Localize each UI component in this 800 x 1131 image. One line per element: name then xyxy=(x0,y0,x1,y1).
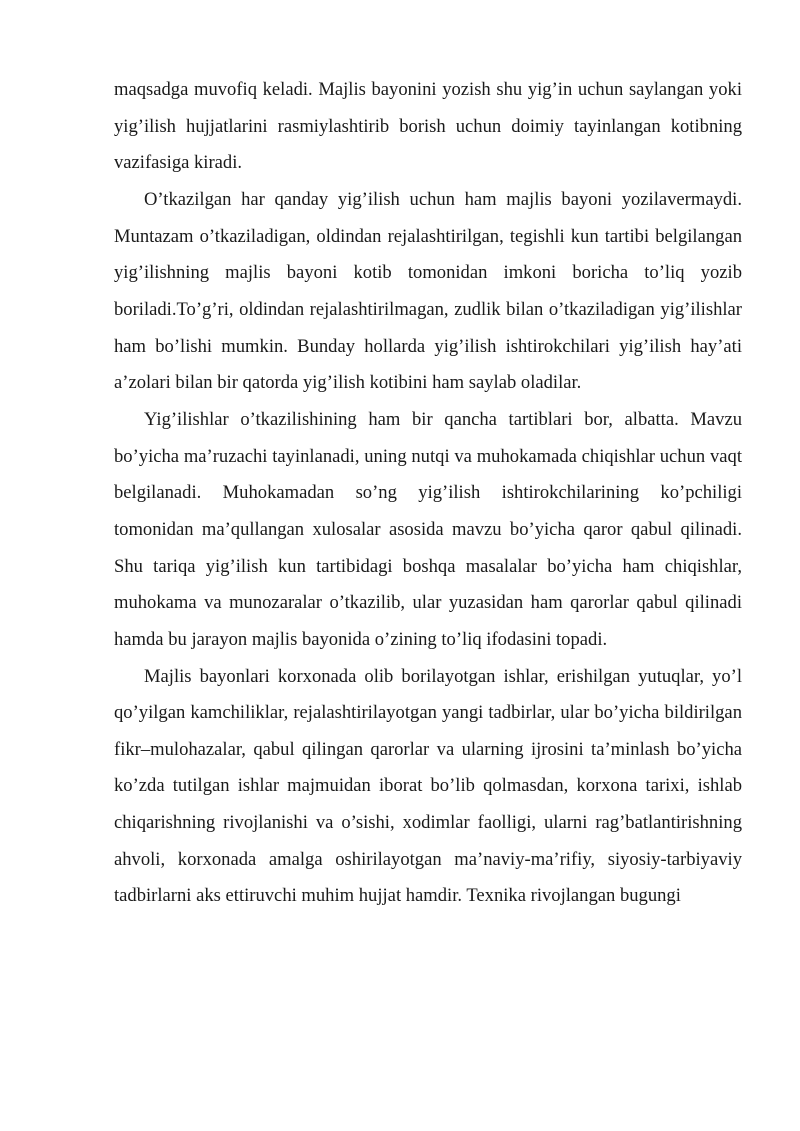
document-page xyxy=(114,72,742,915)
paragraph-3: Yig’ilishlar o’tkazilishining ham bir qancha tartiblari bor, albatta. Mavzu bo’yicha ma’ruzachi tayinlanadi, uning nutqi va muhokamada chiqishlar uchun vaqt belgilanadi. Muhokamadan so’ng yig’ilish ishtirokchilarining ko’pchiligi tomonidan ma’qullangan xulosalar asosida mavzu bo’yicha qaror qabul qilinadi. Shu tariqa yig’ilish kun tartibidagi boshqa masalalar bo’yicha ham chiqishlar, muhokama va munozaralar o’tkazilib, ular yuzasidan ham qarorlar qabul qilinadi hamda bu jarayon majlis bayonida o’zining to’liq ifodasini topadi. xyxy=(114,408,742,650)
paragraph-1: maqsadga muvofiq keladi. Majlis bayonini yozish shu yig’in uchun saylangan yoki yig’ilish hujjatlarini rasmiylashtirib borish uchun doimiy tayinlangan kotibning vazifasiga kiradi. xyxy=(114,79,742,174)
paragraph-4: Majlis bayonlari korxonada olib borilayotgan ishlar, erishilgan yutuqlar, yo’l qo’yilgan kamchiliklar, rejalashtirilayotgan yangi tadbirlar, ular bo’yicha bildirilgan fikr–mulohazalar, qabul qilingan qarorlar va ularning ijrosini ta’minlash bo’yicha ko’zda tutilgan ishlar majmuidan iborat bo’lib qolmasdan, korxona tarixi, ishlab chiqarishning rivojlanishi va o’sishi, xodimlar faolligi, ularni rag’batlantirishning ahvoli, korxonada amalga oshirilayotgan ma’naviy-ma’rifiy, siyosiy-tarbiyaviy tadbirlarni aks ettiruvchi muhim hujjat hamdir. Texnika rivojlangan bugungi xyxy=(114,665,742,907)
paragraph-2: O’tkazilgan har qanday yig’ilish uchun ham majlis bayoni yozilavermaydi. Muntazam o’tkaziladigan, oldindan rejalashtirilgan, tegishli kun tartibi belgilangan yig’ilishning majlis bayoni kotib tomonidan imkoni boricha to’liq yozib boriladi.To’g’ri, oldindan rejalashtirilmagan, zudlik bilan o’tkaziladigan yig’ilishlar ham bo’lishi mumkin. Bunday hollarda yig’ilish ishtirokchilari yig’ilish hay’ati a’zolari bilan bir qatorda yig’ilish kotibini ham saylab oladilar. xyxy=(114,188,742,394)
